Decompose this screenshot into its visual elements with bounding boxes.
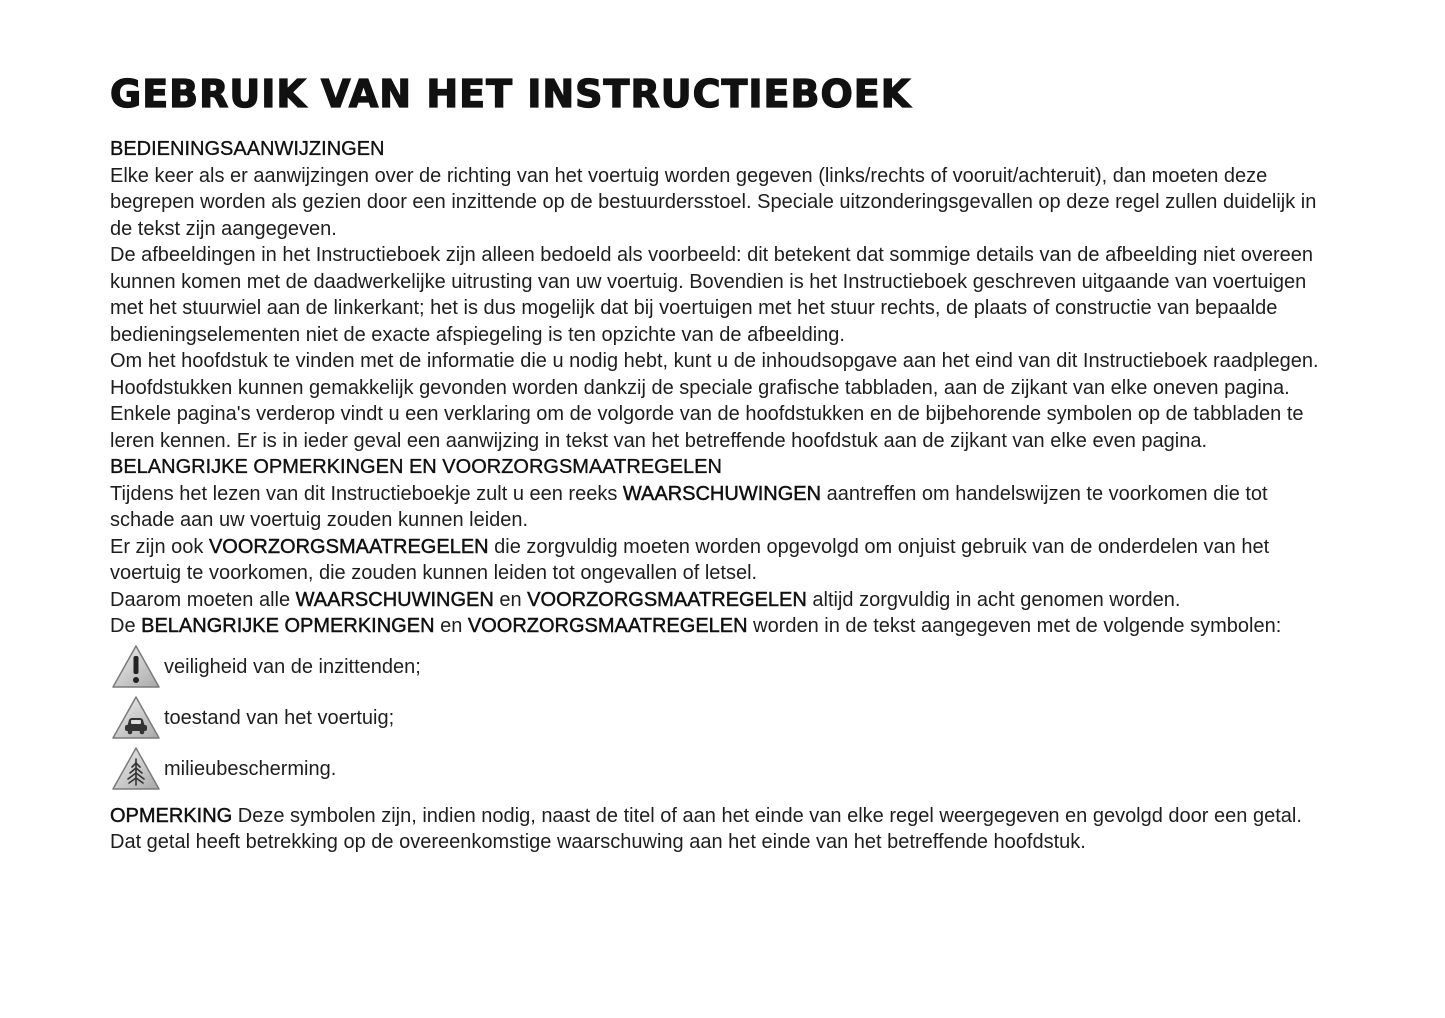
warning-exclamation-icon: [110, 643, 162, 691]
emphasis: BELANGRIJKE OPMERKINGEN: [141, 615, 435, 637]
symbol-list: [110, 642, 1325, 795]
instruction-page: [110, 70, 1325, 856]
section-heading: BEDIENINGSAANWIJZINGEN: [110, 138, 385, 160]
vehicle-icon: [110, 694, 162, 742]
tree-icon: [110, 745, 162, 793]
page-title: GEBRUIK VAN HET INSTRUCTIEBOEK: [110, 72, 912, 116]
emphasis: WAARSCHUWINGEN: [622, 482, 822, 505]
symbol-item: [110, 693, 1325, 744]
paragraph: Daarom moeten alle WAARSCHUWINGEN en VOORZORGSMAATREGELEN altijd zorgvuldig in acht genomen worden.: [110, 588, 1181, 611]
emphasis: VOORZORGSMAATREGELEN: [208, 535, 489, 558]
emphasis: VOORZORGSMAATREGELEN: [527, 588, 807, 611]
paragraph: Hoofdstukken kunnen gemakkelijk gevonden worden dankzij de speciale grafische tabbladen, aan de zijkant van elke oneven pagina. Enkele pagina's verderop vindt u een verklaring om de volgorde van de hoofdstukken en de bijbehorende symbolen op de tabbladen te leren kennen. Er is in ieder geval een aanwijzing in tekst van het betreffende hoofdstuk aan de zijkant van elke even pagina.: [110, 376, 1304, 452]
emphasis: VOORZORGSMAATREGELEN: [467, 615, 748, 637]
section-important-notes: [110, 454, 1325, 640]
note-paragraph: OPMERKING Deze symbolen zijn, indien nodig, naast de titel of aan het einde van elke regel weergegeven en gevolgd door een getal. Dat getal heeft betrekking op de overeenkomstige waarschuwing aan het einde van het betreffende hoofdstuk.: [110, 804, 1302, 853]
note-label: OPMERKING: [110, 804, 233, 827]
symbol-item: [110, 642, 1325, 693]
section-heading: BELANGRIJKE OPMERKINGEN EN VOORZORGSMAATREGELEN: [110, 456, 722, 478]
paragraph: Elke keer als er aanwijzingen over de richting van het voertuig worden gegeven (links/rechts of vooruit/achteruit), dan moeten deze begrepen worden als gezien door een inzittende op de bestuurdersstoel. Speciale uitzonderingsgevallen op deze regel zullen duidelijk in de tekst zijn aangegeven.: [110, 164, 1317, 240]
paragraph: De BELANGRIJKE OPMERKINGEN en VOORZORGSMAATREGELEN worden in de tekst aangegeven met de volgende symbolen:: [110, 615, 1282, 637]
symbol-item: [110, 744, 1325, 795]
symbol-label: veiligheid van de inzittenden;: [164, 656, 421, 678]
paragraph: Er zijn ook VOORZORGSMAATREGELEN die zorgvuldig moeten worden opgevolgd om onjuist gebruik van de onderdelen van het voertuig te voorkomen, die zouden kunnen leiden tot ongevallen of letsel.: [110, 535, 1270, 584]
paragraph: Om het hoofdstuk te vinden met de informatie die u nodig hebt, kunt u de inhoudsopgave aan het eind van dit Instructieboek raadplegen.: [110, 350, 1319, 372]
section-operating-instructions: [110, 136, 1325, 454]
symbol-label: milieubescherming.: [164, 758, 337, 780]
paragraph: De afbeeldingen in het Instructieboek zijn alleen bedoeld als voorbeeld: dit betekent dat sommige details van de afbeelding niet overeen kunnen komen met de daadwerkelijke uitrusting van uw voertuig. Bovendien is het Instructieboek geschreven uitgaande van voertuigen met het stuurwiel aan de linkerkant; het is dus mogelijk dat bij voertuigen met het stuur rechts, de plaats of constructie van bepaalde bedieningselementen niet de exacte afspiegeling is ten opzichte van de afbeelding.: [110, 244, 1314, 346]
symbol-label: toestand van het voertuig;: [164, 707, 395, 729]
emphasis: WAARSCHUWINGEN: [295, 588, 494, 611]
paragraph: Tijdens het lezen van dit Instructieboekje zult u een reeks WAARSCHUWINGEN aantreffen om handelswijzen te voorkomen die tot schade aan uw voertuig zouden kunnen leiden.: [110, 482, 1268, 531]
